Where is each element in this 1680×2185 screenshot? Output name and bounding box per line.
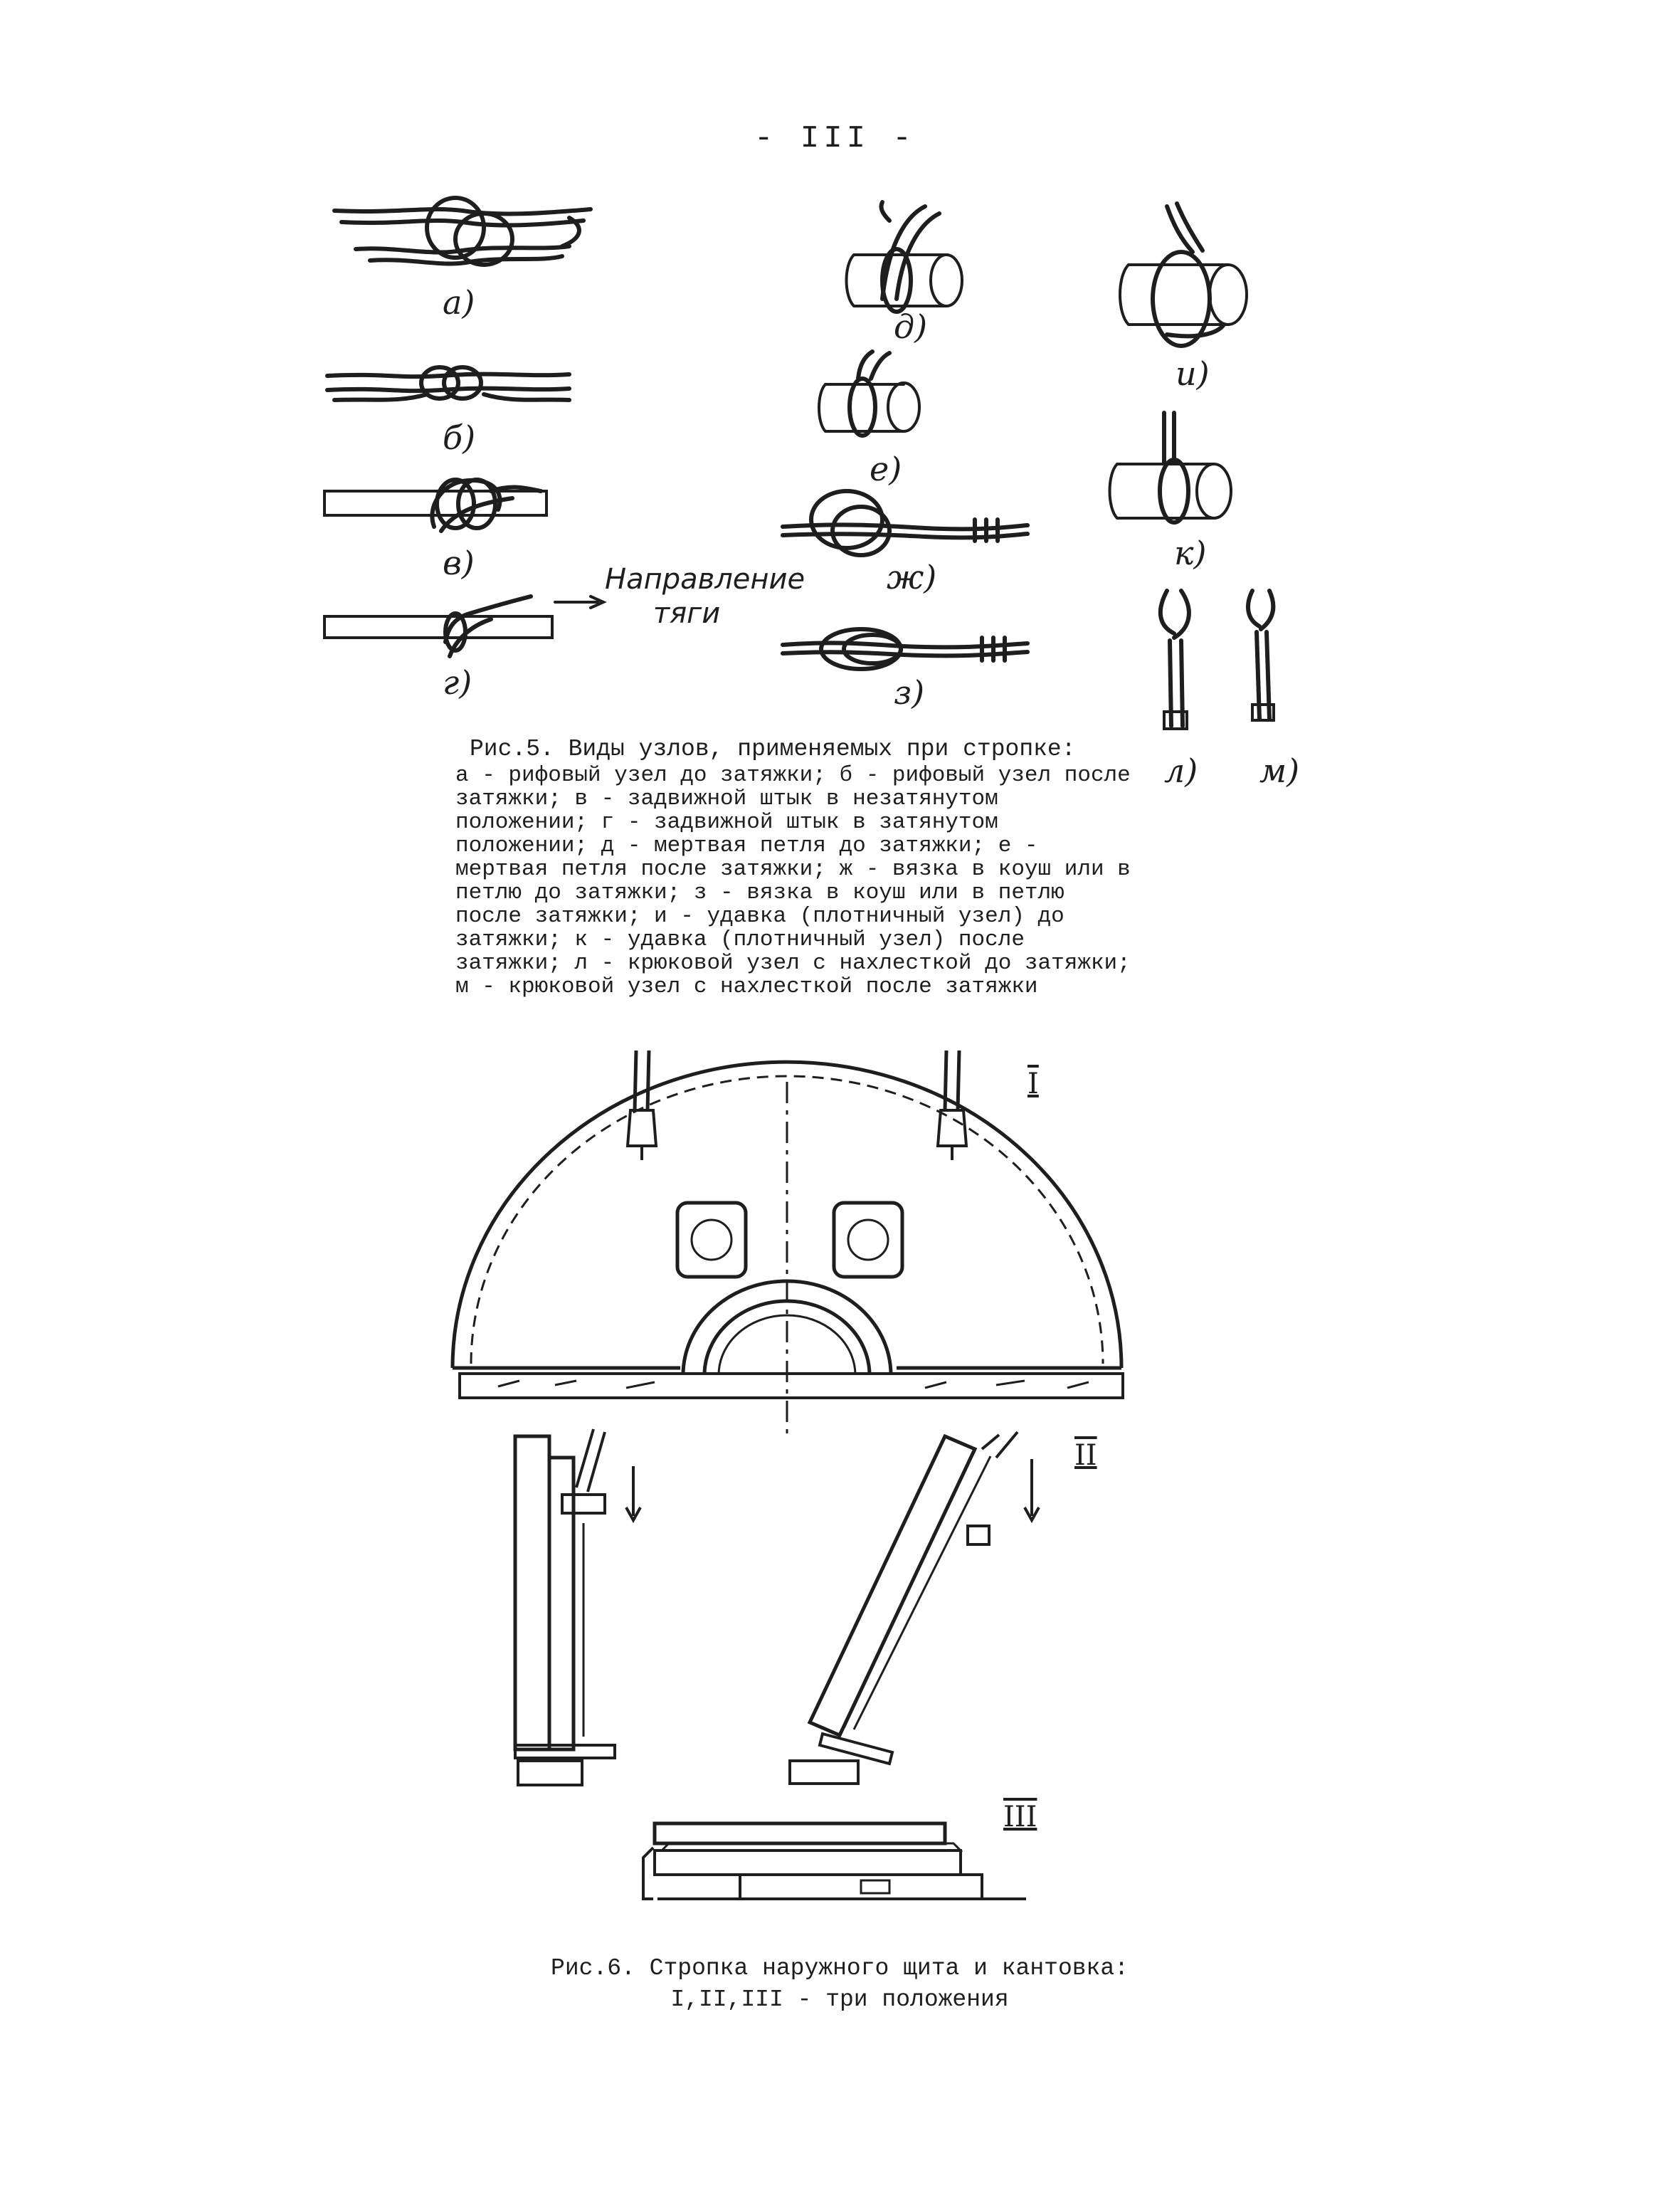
position-1-drawing [453, 1051, 1123, 1436]
knot-label-m: м) [1259, 752, 1300, 790]
knot-label-d: д) [894, 307, 928, 346]
position-3-drawing [643, 1823, 1026, 1899]
figure-6-caption-line1: Рис.6. Стропка наружного щита и кантовка: [551, 1955, 1129, 1981]
pull-direction-line2: тяги [653, 597, 721, 630]
position-2-right-drawing [790, 1432, 1039, 1784]
figure-5-caption-title: Рис.5. Виды узлов, применяемых при стропке: [470, 736, 1076, 762]
knot-label-g: г) [443, 663, 472, 702]
position-3-label: III [1003, 1801, 1037, 1833]
knot-label-z: з) [894, 673, 925, 712]
knot-label-l: л) [1164, 752, 1198, 790]
figure-6-caption [498, 1953, 1181, 2016]
position-1-label: I [1027, 1068, 1039, 1100]
knot-label-i: и) [1176, 354, 1210, 393]
knot-label-v: в) [443, 544, 475, 582]
knot-label-k: к) [1174, 534, 1207, 572]
figure-6-caption-line2: I,II,III - три положения [670, 1986, 1009, 2013]
position-2-left-drawing [515, 1429, 640, 1785]
knot-label-b: б) [443, 418, 476, 457]
position-2-label: II [1074, 1439, 1097, 1472]
figure-5-caption-body: а - рифовый узел до затяжки; б - рифовый узел после затяжки; в - задвижной штык в незатянутом положении; г - задвижной штык в затянутом положении; д - мертвая петля до затяжки; е - мертвая петля после затяжки; ж - вязка в коуш или в петлю до затяжки; з - вязка в коуш или в петлю после затяжки; и - удавка (плотничный узел) до затяжки; к - удавка (плотничный узел) после затяжки; л - крюковой узел с нахлесткой до затяжки; м - крюковой узел с нахлесткой после затяжки [455, 763, 1131, 999]
knot-label-a: а) [443, 283, 475, 322]
pull-direction-line1: Направление [605, 563, 805, 596]
page-number: - III - [754, 121, 916, 157]
knot-label-e: е) [870, 450, 902, 488]
knot-label-zh: ж) [887, 558, 937, 596]
